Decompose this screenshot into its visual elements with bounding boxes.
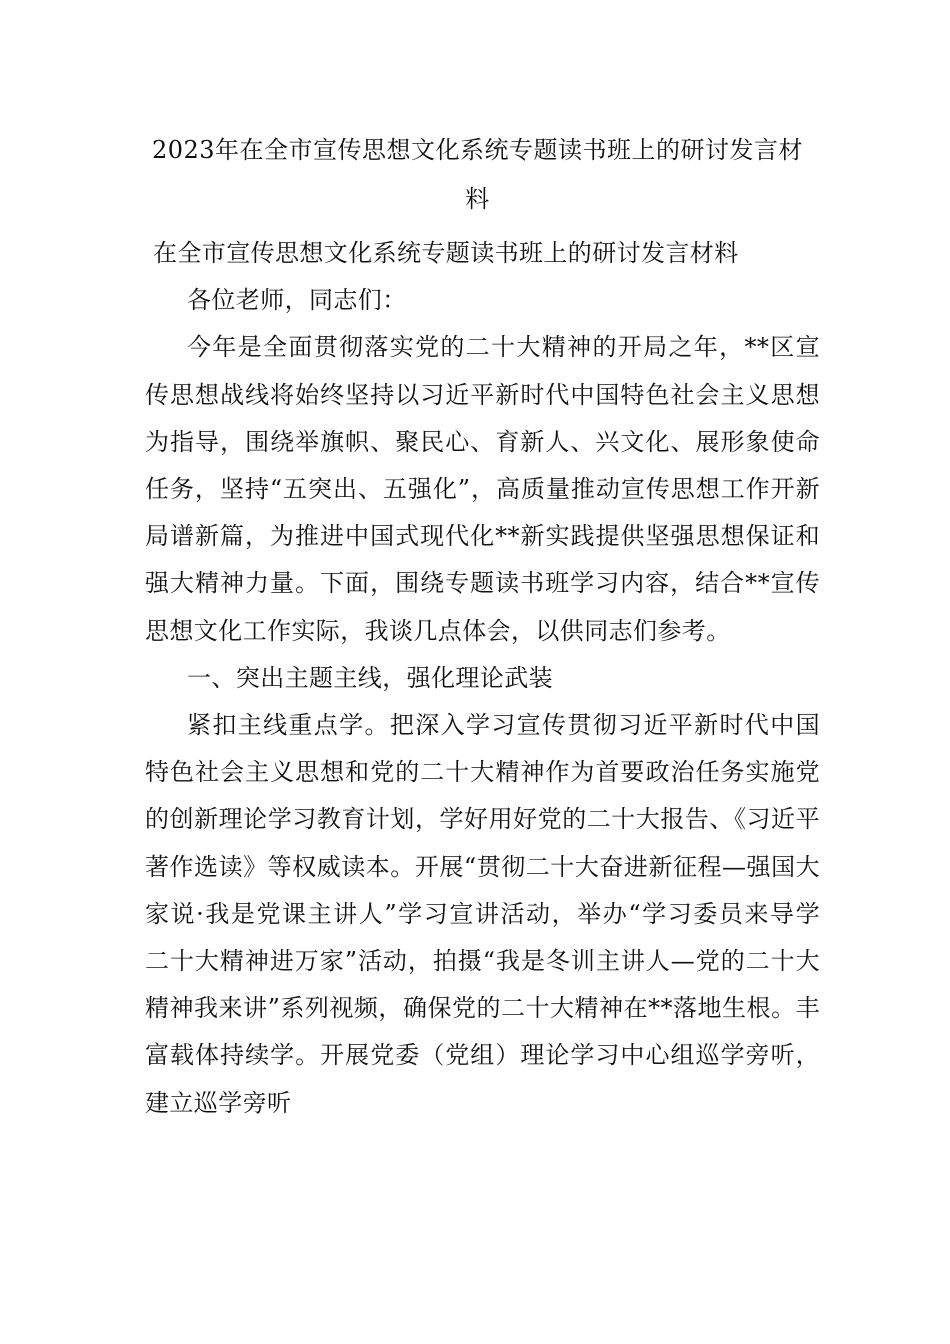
paragraph-body: 紧扣主线重点学。把深入学习宣传贯彻习近平新时代中国特色社会主义思想和党的二十大精神作为首要政治任务实施党的创新理论学习教育计划，学好用好党的二十大报告、《习近平著作选读》等权威读本。开展“贯彻二十大奋进新征程—强国大家说·我是党课主讲人”学习宣讲活动，举办“学习委员来导学 二十大精神进万家”活动，拍摄“我是冬训主讲人—党的二十大精神我来讲”系列视频，确保党的二十大精神在**落地生根。丰富载体持续学。开展党委（党组）理论学习中心组巡学旁听，建立巡学旁听 [145,711,820,1117]
document-title: 2023年在全市宣传思想文化系统专题读书班上的研讨发言材料 [151,136,804,213]
salutation: 各位老师，同志们： [187,286,407,315]
document-body [145,230,820,1127]
paragraph-intro: 今年是全面贯彻落实党的二十大精神的开局之年，**区宣传思想战线将始终坚持以习近平新时代中国特色社会主义思想为指导，围绕举旗帜、聚民心、育新人、兴文化、展形象使命任务，坚持“五突出、五强化”，高质量推动宣传思想工作开新局谱新篇，为推进中国式现代化**新实践提供坚强思想保证和强大精神力量。下面，围绕专题读书班学习内容，结合**宣传思想文化工作实际，我谈几点体会，以供同志们参考。 [145,333,820,645]
document-subtitle: 在全市宣传思想文化系统专题读书班上的研讨发言材料 [153,239,739,267]
section-heading: 一、突出主题主线，强化理论武装 [187,663,553,692]
